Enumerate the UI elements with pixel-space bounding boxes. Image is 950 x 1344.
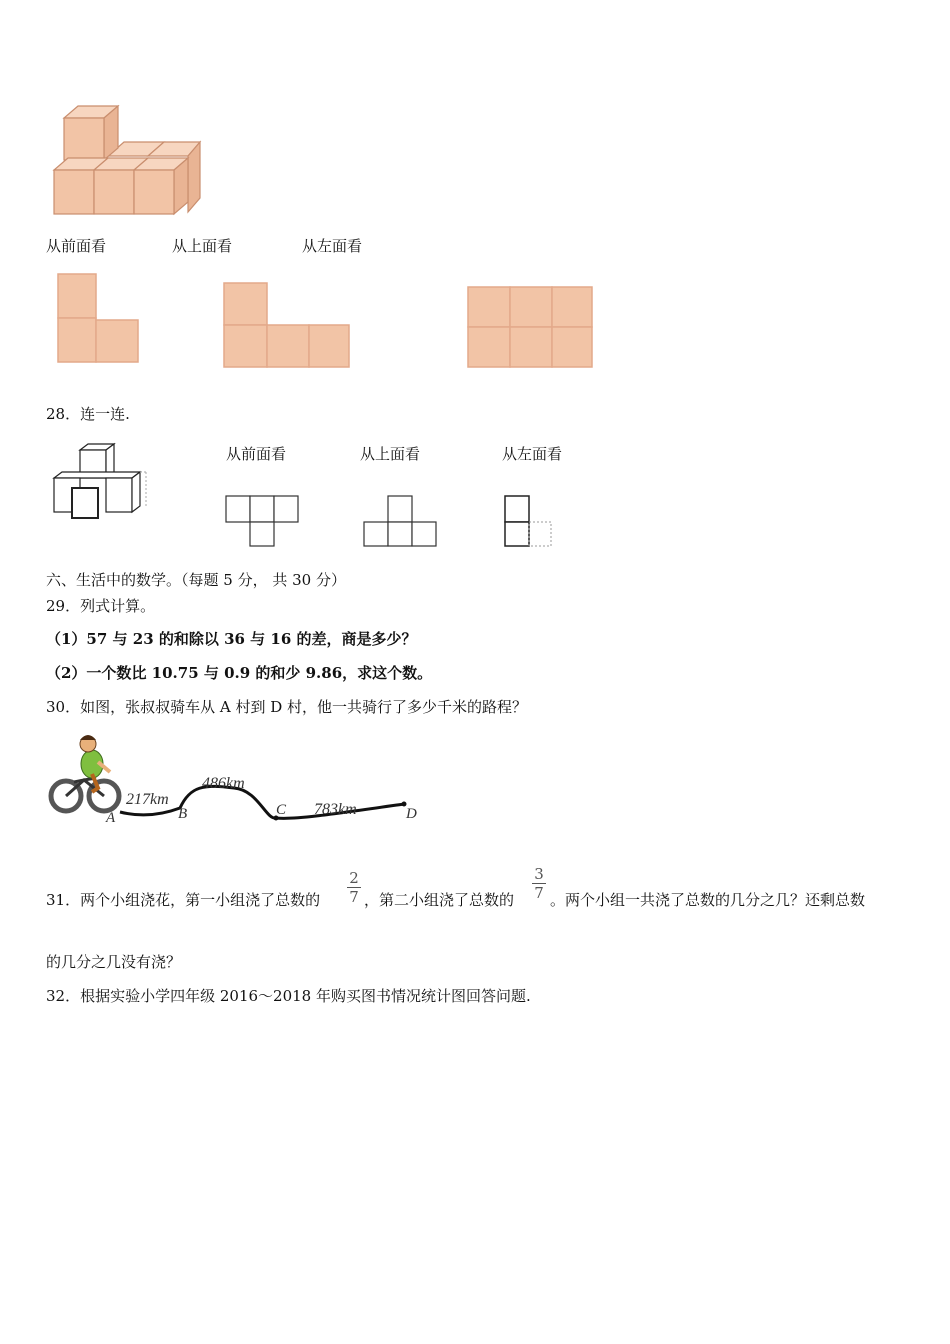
- q30-route-figure: [44, 728, 424, 828]
- cyclist-icon: [51, 735, 119, 811]
- q31-part-c: 。两个小组一共浇了总数的几分之几？还剩总数: [550, 891, 866, 909]
- left-view-figure: [466, 285, 596, 370]
- q29-title: 29．列式计算。: [46, 597, 156, 615]
- q32-title: 32．根据实验小学四年级 2016～2018 年购买图书情况统计图回答问题.: [46, 987, 531, 1005]
- point-b-label: B: [178, 806, 188, 822]
- q28-left-label: 从左面看: [502, 445, 563, 463]
- seg2-label: 486km: [202, 775, 245, 792]
- left-view-label: 从左面看: [302, 237, 363, 255]
- front-view-label: 从前面看: [46, 237, 107, 255]
- q31-fraction-1: 2 7: [347, 870, 361, 905]
- q28-front-label: 从前面看: [226, 445, 287, 463]
- seg3-label: 783km: [314, 801, 357, 818]
- q31-part-b: ，第二小组浇了总数的: [364, 891, 515, 909]
- q30-title: 30．如图，张叔叔骑车从 A 村到 D 村，他一共骑行了多少千米的路程？: [46, 698, 528, 716]
- q28-title: 28．连一连.: [46, 405, 130, 423]
- cube-stack-3d-figure: [48, 102, 208, 222]
- top-view-figure: [222, 281, 357, 371]
- q31-fraction-2: 3 7: [532, 866, 546, 901]
- point-a-label: A: [106, 810, 116, 826]
- top-view-label: 从上面看: [172, 237, 233, 255]
- q31-line2: 的几分之几没有浇？: [46, 953, 182, 971]
- q28-view-c-figure: [502, 494, 562, 550]
- front-view-figure: [54, 270, 144, 370]
- q28-top-label: 从上面看: [360, 445, 421, 463]
- q31-part-a: 31．两个小组浇花，第一小组浇了总数的: [46, 891, 321, 909]
- section6-heading: 六、生活中的数学。（每题 5 分， 共 30 分）: [46, 571, 346, 589]
- q28-view-b-figure: [362, 494, 442, 550]
- point-d-label: D: [406, 806, 417, 822]
- point-c-label: C: [276, 802, 287, 818]
- q29-part2: （2）一个数比 10.75 与 0.9 的和少 9.86，求这个数。: [46, 664, 433, 682]
- q28-solid-figure: [50, 444, 160, 524]
- q29-part1: （1）57 与 23 的和除以 36 与 16 的差，商是多少？: [46, 630, 417, 648]
- q28-view-a-figure: [224, 494, 304, 550]
- seg1-label: 217km: [126, 791, 169, 808]
